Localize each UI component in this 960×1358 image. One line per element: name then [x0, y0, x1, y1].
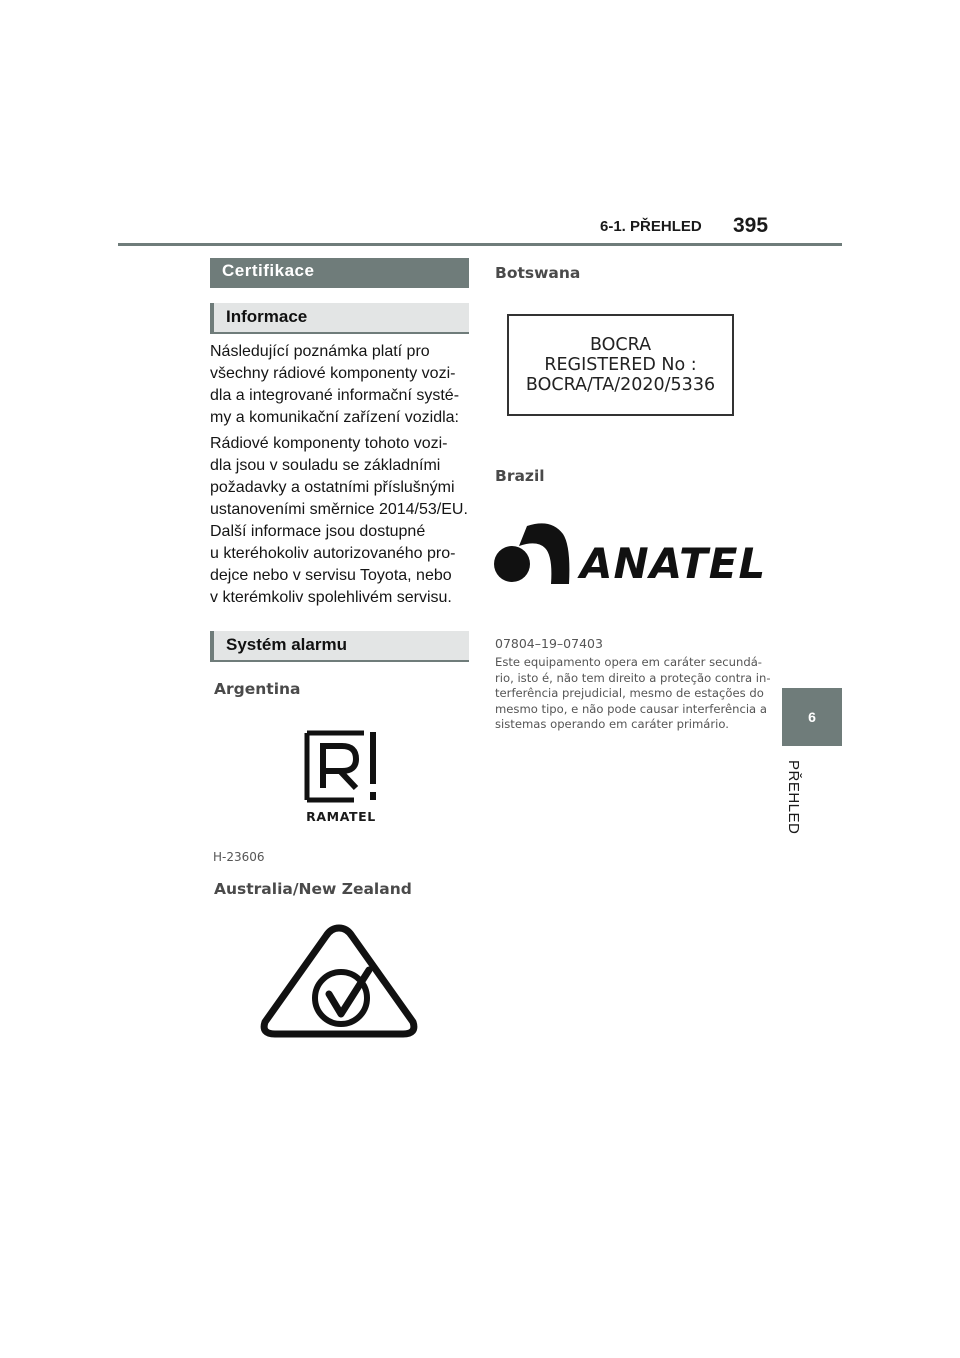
paragraph-line: v kterémkoliv spolehlivém servisu.: [210, 589, 452, 606]
paragraph-compliance: [210, 433, 472, 609]
anatel-logo-icon: [493, 520, 577, 586]
bocra-line: BOCRA: [589, 335, 652, 355]
bocra-registration-box: [507, 314, 734, 416]
notice-line: mesmo tipo, e não pode causar interferência a: [495, 701, 767, 716]
paragraph-notice: [210, 341, 472, 429]
subsection-heading-alarm: Systém alarmu: [210, 631, 469, 662]
chapter-label-text: PŘEHLED: [785, 760, 802, 835]
notice-line: rio, isto é, não tem direito a proteção contra in-: [495, 670, 771, 685]
ramatel-logo-text: RAMATEL: [306, 809, 376, 824]
paragraph-line: ustanoveními směrnice 2014/53/EU.: [210, 501, 468, 518]
paragraph-line: dejce nebo v servisu Toyota, nebo: [210, 567, 452, 584]
running-header-section: 6-1. PŘEHLED: [600, 218, 702, 235]
figure-code-argentina: H-23606: [213, 850, 265, 864]
paragraph-line: u kteréhokoliv autorizovaného pro-: [210, 545, 456, 562]
bocra-line: BOCRA/TA/2020/5336: [525, 375, 716, 395]
anatel-logo-text: ANATEL: [580, 539, 767, 588]
rcm-compliance-mark-icon: [257, 920, 421, 1042]
figure-heading-argentina: Argentina: [214, 680, 301, 698]
bocra-line: REGISTERED No :: [544, 355, 697, 375]
page-number: 395: [733, 214, 769, 237]
paragraph-line: dla a integrované informační systé-: [210, 387, 460, 404]
notice-line: terferência prejudicial, mesmo de estações do: [495, 686, 764, 700]
chapter-tab: 6: [782, 688, 842, 746]
brazil-notice-text: [495, 655, 771, 733]
figure-heading-brazil: Brazil: [495, 467, 545, 485]
paragraph-line: Další informace jsou dostupné: [210, 523, 426, 540]
figure-code-brazil: 07804–19–07403: [495, 636, 603, 651]
notice-line: Este equipamento opera em caráter secundá-: [495, 655, 762, 669]
subsection-heading-information: Informace: [210, 303, 469, 334]
chapter-label: [772, 760, 812, 840]
figure-heading-australia: Australia/New Zealand: [214, 880, 412, 898]
header-rule: [118, 243, 842, 246]
figure-heading-botswana: Botswana: [495, 264, 581, 282]
paragraph-line: dla jsou v souladu se základními: [210, 457, 441, 474]
paragraph-line: Následující poznámka platí pro: [210, 343, 430, 360]
paragraph-line: my a komunikační zařízení vozidla:: [210, 409, 459, 426]
section-heading-certification: Certifikace: [210, 258, 469, 288]
paragraph-line: požadavky a ostatními příslušnými: [210, 479, 455, 496]
paragraph-line: Rádiové komponenty tohoto vozi-: [210, 435, 448, 452]
paragraph-line: všechny rádiové komponenty vozi-: [210, 365, 456, 382]
notice-line: sistemas operando em caráter primário.: [495, 717, 729, 731]
